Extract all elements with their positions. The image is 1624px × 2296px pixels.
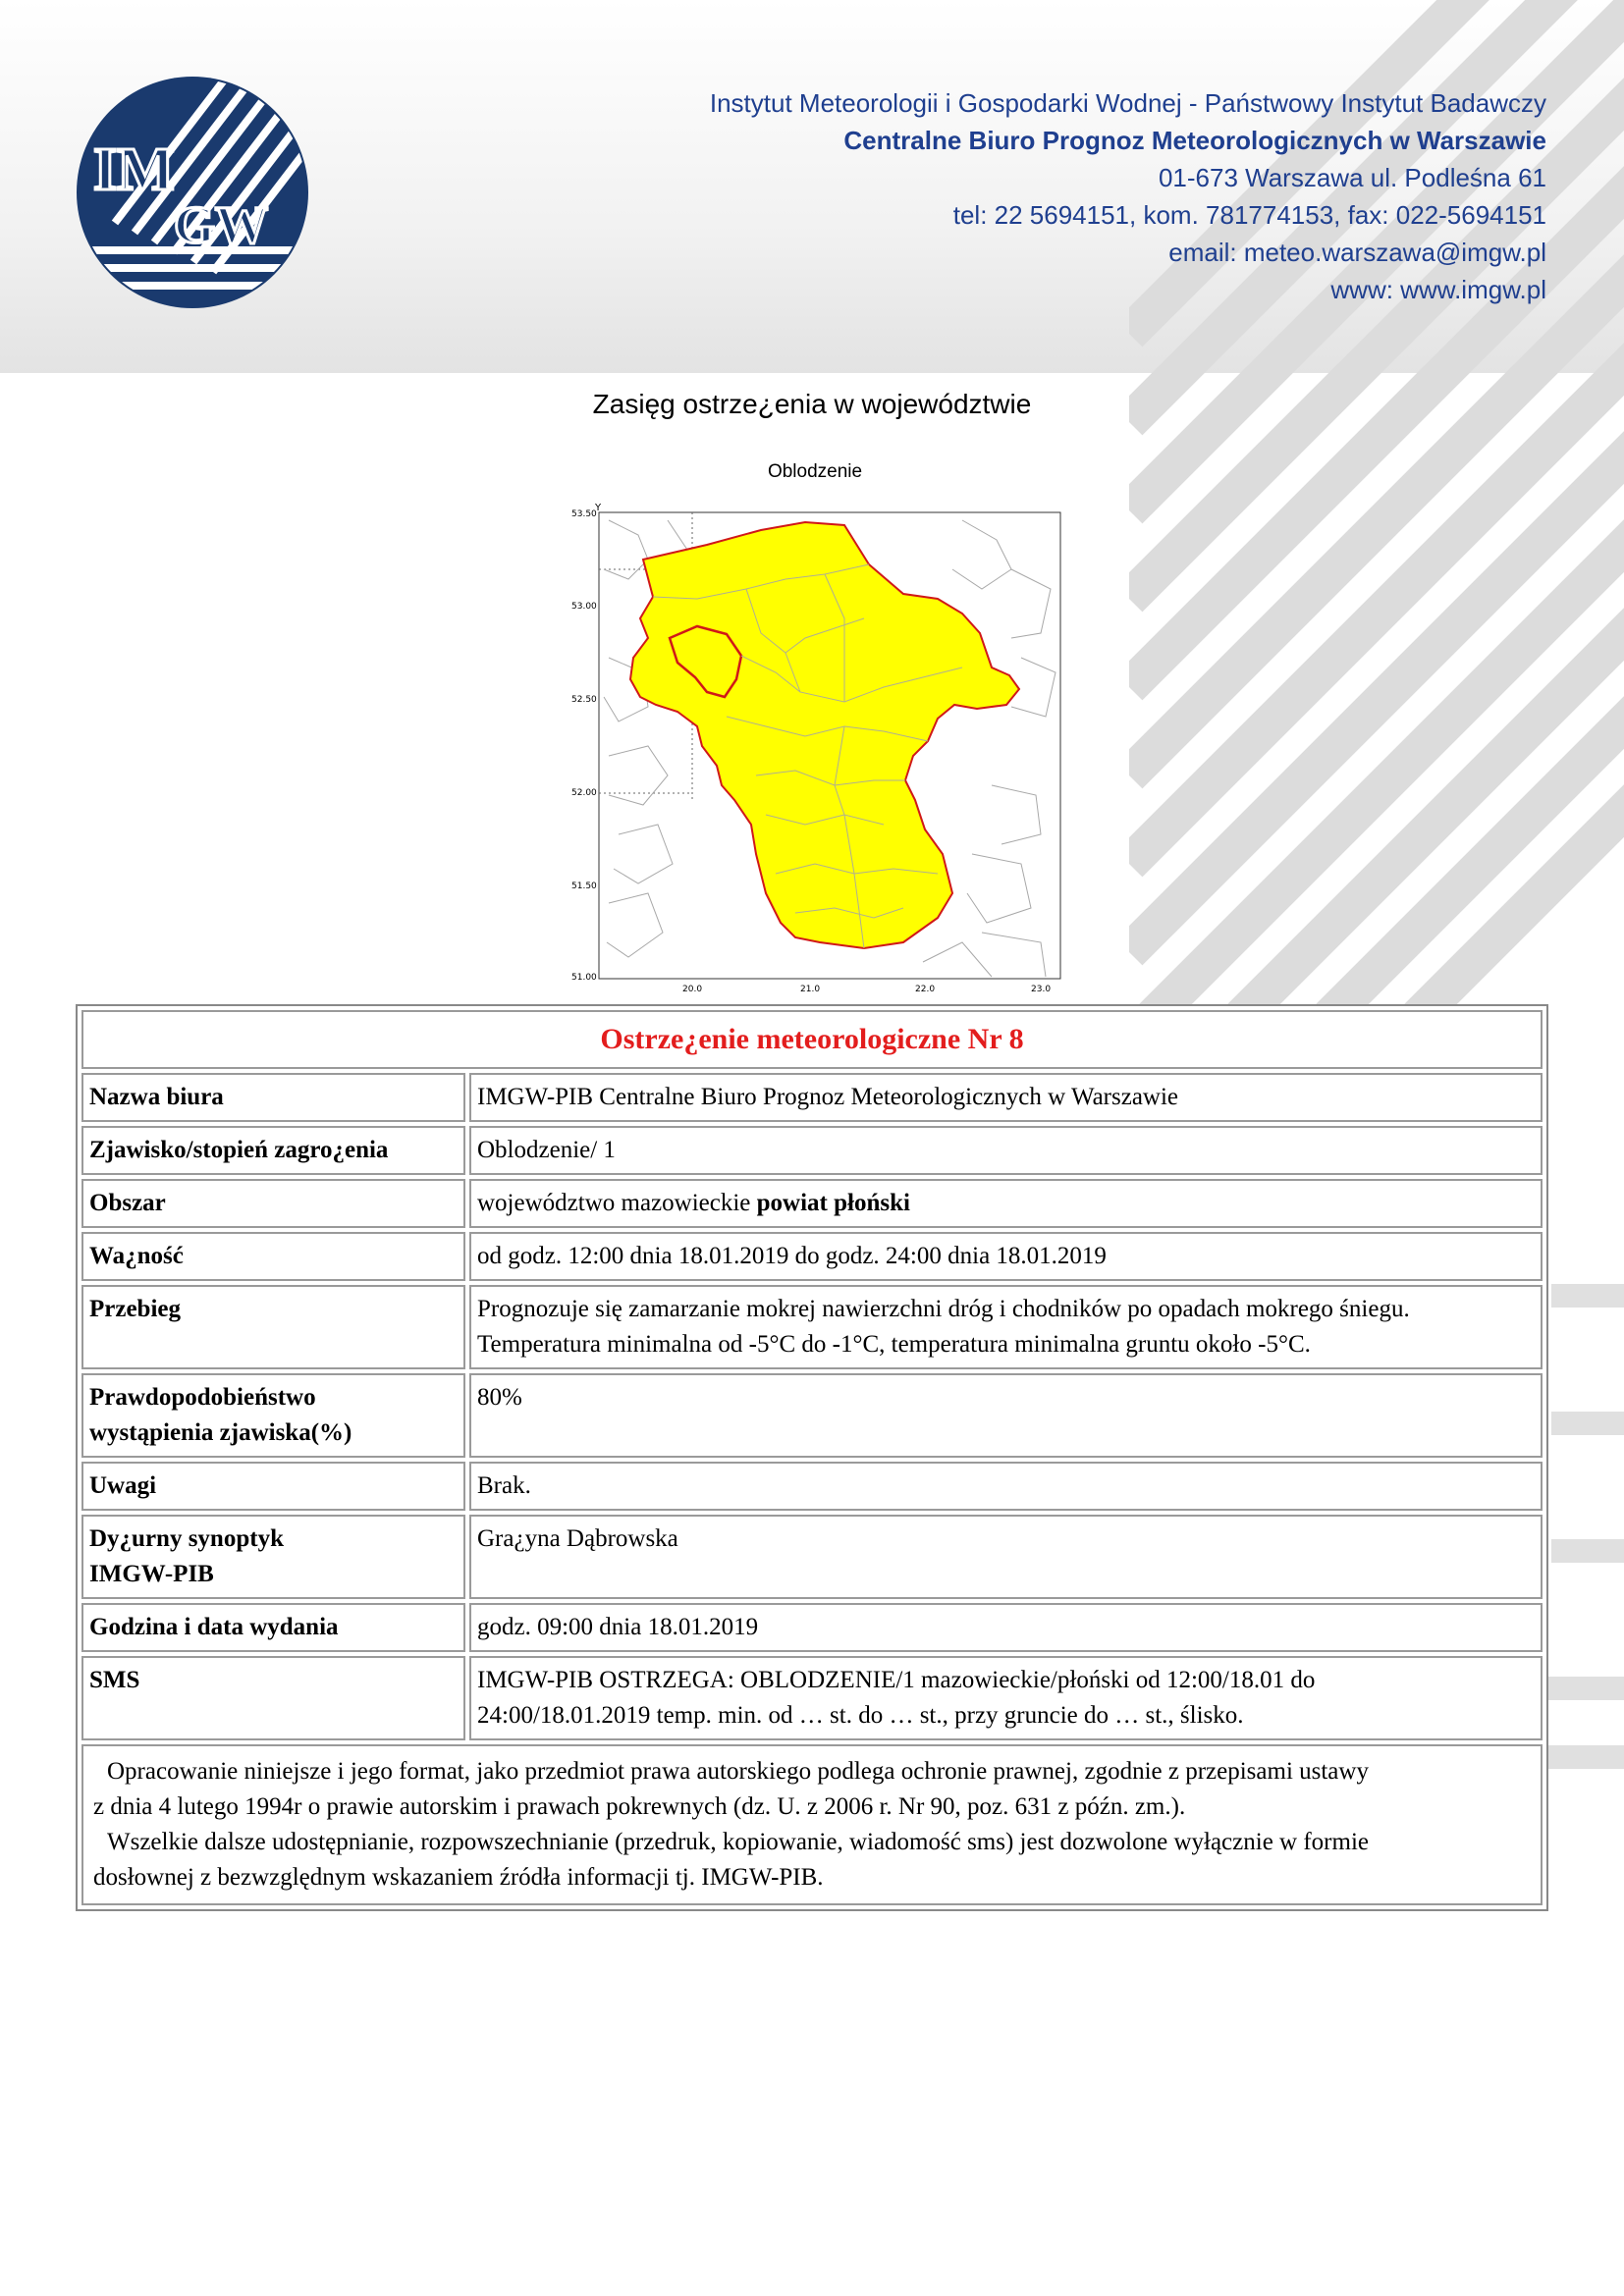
institution-header [710,84,1546,308]
row-label: Zjawisko/stopień zagro¿enia [81,1126,465,1175]
warning-title: Ostrze¿enie meteorologiczne Nr 8 [81,1010,1543,1069]
office-website[interactable]: www: www.imgw.pl [1330,275,1546,304]
row-value [469,1179,1543,1228]
x-ticks [682,985,1051,994]
imgw-logo [76,76,309,309]
row-value: od godz. 12:00 dnia 18.01.2019 do godz. 24:00 dnia 18.01.2019 [469,1232,1543,1281]
y-tick: 53.50 [571,509,597,519]
y-tick: 51.50 [571,881,597,891]
copyright-line: Wszelkie dalsze udostępnianie, rozpowszechnianie (przedruk, kopiowanie, wiadomość sms) jest dozwolone wyłącznie w formie [107,1829,1369,1855]
row-label: Przebieg [81,1285,465,1369]
row-label: Nazwa biura [81,1073,465,1122]
y-tick: 51.00 [571,973,597,983]
copyright-line: z dnia 4 lutego 1994r o prawie autorskim i prawach pokrewnych (dz. U. z 2006 r. Nr 90, poz. 631 z późn. zm.). [93,1793,1186,1820]
table-row [81,1179,1543,1228]
y-tick: 53.00 [571,602,597,612]
office-name: Centralne Biuro Prognoz Meteorologicznych w Warszawie [843,126,1546,155]
copyright-notice [81,1744,1543,1905]
x-tick: 23.0 [1031,985,1052,994]
row-label [81,1373,465,1458]
footer-row [81,1744,1543,1905]
map-title: Zasięg ostrze¿enia w województwie [592,389,1032,419]
sms-line: IMGW-PIB OSTRZEGA: OBLODZENIE/1 mazowieckie/płoński od 12:00/18.01 do [477,1667,1316,1693]
institute-name: Instytut Meteorologii i Gospodarki Wodnej - Państwowy Instytut Badawczy [709,88,1546,118]
row-value: Oblodzenie/ 1 [469,1126,1543,1175]
row-value [469,1656,1543,1740]
row-label-line: wystąpienia zjawiska(%) [89,1419,352,1446]
x-tick: 22.0 [915,985,936,994]
copyright-line: dosłownej z bezwzględnym wskazaniem źródła informacji tj. IMGW-PIB. [93,1864,824,1891]
row-value: Gra¿yna Dąbrowska [469,1515,1543,1599]
svg-text:IM: IM [93,136,175,203]
svg-text:GW: GW [174,195,269,254]
row-label [81,1515,465,1599]
row-label: Godzina i data wydania [81,1603,465,1652]
y-axis-letter: Y [595,503,602,513]
row-label-line: IMGW-PIB [89,1561,214,1587]
row-label-line: Prawdopodobieństwo [89,1384,316,1411]
table-row [81,1073,1543,1122]
copyright-line: Opracowanie niniejsze i jego format, jako przedmiot prawa autorskiego podlega ochronie prawnej, zgodnie z przepisami ustawy [107,1758,1369,1785]
office-address: 01-673 Warszawa ul. Podleśna 61 [1158,163,1546,192]
area-voivodeship: województwo mazowieckie [477,1190,751,1216]
row-label: SMS [81,1656,465,1740]
table-row [81,1515,1543,1599]
table-row [81,1285,1543,1369]
row-value: Brak. [469,1462,1543,1511]
x-tick: 21.0 [800,985,821,994]
y-tick: 52.00 [571,788,597,798]
table-row [81,1373,1543,1458]
y-tick: 52.50 [571,695,597,705]
sms-line: 24:00/18.01.2019 temp. min. od … st. do … st., przy gruncie do … st., ślisko. [477,1702,1244,1729]
map-subtitle: Oblodzenie [767,461,863,482]
description-line: Temperatura minimalna od -5°C do -1°C, temperatura minimalna gruntu około -5°C. [477,1331,1311,1358]
table-row [81,1656,1543,1740]
row-value: IMGW-PIB Centralne Biuro Prognoz Meteorologicznych w Warszawie [469,1073,1543,1122]
row-value [469,1285,1543,1369]
y-ticks [571,509,597,983]
row-label: Wa¿ność [81,1232,465,1281]
table-row [81,1232,1543,1281]
warning-table [76,1004,1548,1911]
row-label-line: Dy¿urny synoptyk [89,1525,284,1552]
warning-map [550,461,1080,1001]
table-row [81,1603,1543,1652]
office-email[interactable]: email: meteo.warszawa@imgw.pl [1168,238,1546,267]
office-phone: tel: 22 5694151, kom. 781774153, fax: 022-5694151 [952,200,1546,230]
map-canvas [550,461,1080,1001]
description-line: Prognozuje się zamarzanie mokrej nawierzchni dróg i chodników po opadach mokrego śniegu. [477,1296,1410,1322]
area-powiat: powiat płoński [756,1190,910,1216]
row-label: Obszar [81,1179,465,1228]
table-row [81,1126,1543,1175]
row-label: Uwagi [81,1462,465,1511]
x-tick: 20.0 [682,985,703,994]
row-value: godz. 09:00 dnia 18.01.2019 [469,1603,1543,1652]
row-value: 80% [469,1373,1543,1458]
table-row [81,1462,1543,1511]
